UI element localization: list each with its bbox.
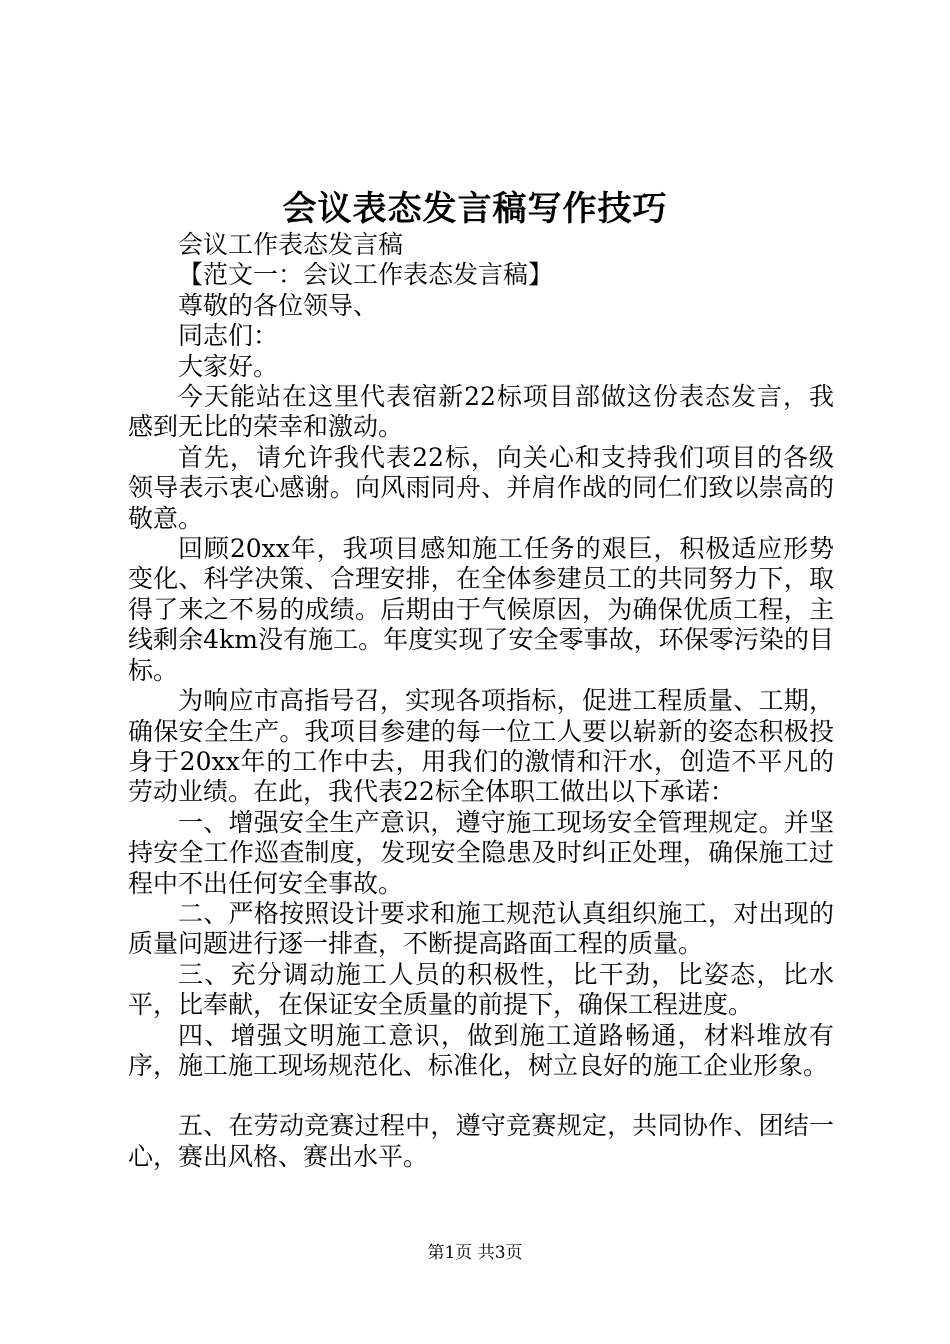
paragraph: 【范文一：会议工作表态发言稿】 <box>178 260 554 290</box>
paragraph: 大家好。 <box>178 351 279 381</box>
paragraph: 回顾20xx年，我项目感知施工任务的艰巨，积极适应形势变化、科学决策、合理安排，在全体参建员工的共同努力下，取得了来之不易的成绩。后期由于气候原因，为确保优质工程，主线剩余4km没有施工。年度实现了安全零事故，环保零污染的目标。 <box>128 534 834 685</box>
paragraph: 今天能站在这里代表宿新22标项目部做这份表态发言，我感到无比的荣幸和激动。 <box>128 382 834 442</box>
paragraph: 三、充分调动施工人员的积极性，比干劲，比姿态，比水平，比奉献，在保证安全质量的前提下，确保工程进度。 <box>128 959 834 1020</box>
paragraph: 二、严格按照设计要求和施工规范认真组织施工，对出现的质量问题进行逐一排查，不断提高路面工程的质量。 <box>128 898 834 959</box>
paragraph: 四、增强文明施工意识，做到施工道路畅通，材料堆放有序，施工施工现场规范化、标准化，树立良好的施工企业形象。 <box>128 1020 834 1080</box>
paragraph: 会议工作表态发言稿 <box>178 230 404 259</box>
paragraph: 一、增强安全生产意识，遵守施工现场安全管理规定。并坚持安全工作巡查制度，发现安全隐患及时纠正处理，确保施工过程中不出任何安全事故。 <box>128 807 834 898</box>
paragraph: 首先，请允许我代表22标，向关心和支持我们项目的各级领导表示衷心感谢。向风雨同舟、并肩作战的同仁们致以崇高的敬意。 <box>128 442 834 533</box>
paragraph: 同志们： <box>178 321 279 351</box>
paragraph: 五、在劳动竞赛过程中，遵守竞赛规定，共同协作、团结一心，赛出风格、赛出水平。 <box>128 1111 834 1171</box>
paragraph: 尊敬的各位领导、 <box>178 290 379 320</box>
document-body <box>128 230 834 1172</box>
page-number: 第1页 共3页 <box>427 1243 523 1263</box>
document-title: 会议表态发言稿写作技巧 <box>282 189 668 229</box>
paragraph: 为响应市高指号召，实现各项指标，促进工程质量、工期，确保安全生产。我项目参建的每一位工人要以崭新的姿态积极投身于20xx年的工作中去，用我们的激情和汗水，创造不平凡的劳动业绩。在此，我代表22标全体职工做出以下承诺： <box>128 686 834 807</box>
